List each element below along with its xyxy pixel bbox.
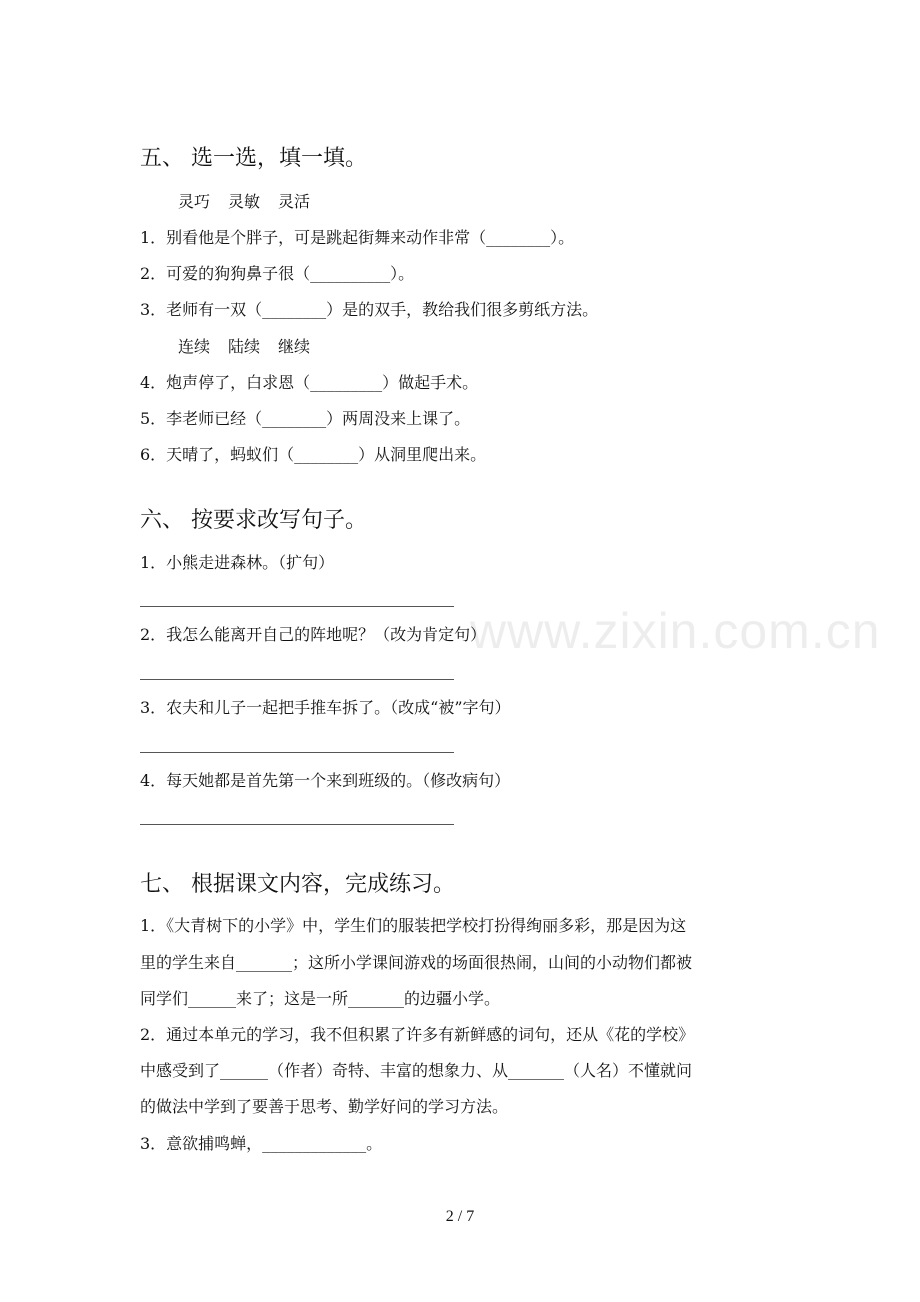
section-5-title: 五、 选一选，填一填。 <box>140 146 367 171</box>
answer-line[interactable] <box>140 606 454 607</box>
answer-line[interactable] <box>140 752 454 753</box>
s5-question-2: 2．可爱的狗狗鼻子很（__________）。 <box>140 264 415 283</box>
section-6-title: 六、 按要求改写句子。 <box>140 508 367 533</box>
page-number: 2 / 7 <box>445 1208 475 1225</box>
word-bank-item: 灵活 <box>278 192 311 211</box>
word-bank-item: 连续 <box>178 337 211 356</box>
watermark: www.zixin.com.cn <box>470 603 881 659</box>
s5-question-1: 1．别看他是个胖子，可是跳起街舞来动作非常（________）。 <box>140 228 575 247</box>
s6-question-4: 4．每天她都是首先第一个来到班级的。（修改病句） <box>140 771 511 790</box>
word-bank-item: 灵敏 <box>228 192 261 211</box>
word-bank-item: 灵巧 <box>178 192 211 211</box>
s5-question-6: 6．天晴了，蚂蚁们（________）从洞里爬出来。 <box>140 445 487 464</box>
s5-question-5: 5．李老师已经（________）两周没来上课了。 <box>140 409 471 428</box>
s7-question-1-line-2: 里的学生来自_______；这所小学课间游戏的场面很热闹，山间的小动物们都被 <box>140 953 693 972</box>
s5-question-3: 3．老师有一双（________）是的双手，教给我们很多剪纸方法。 <box>140 300 599 319</box>
s7-question-2-line-3: 的做法中学到了要善于思考、勤学好问的学习方法。 <box>140 1097 509 1116</box>
s7-question-2-line-1: 2．通过本单元的学习，我不但积累了许多有新鲜感的词句，还从《花的学校》 <box>140 1025 695 1044</box>
s5-question-4: 4．炮声停了，白求恩（_________）做起手术。 <box>140 373 479 392</box>
s7-question-1-line-3: 同学们______来了；这是一所_______的边疆小学。 <box>140 989 501 1008</box>
s7-question-3: 3．意欲捕鸣蝉，_____________。 <box>140 1134 383 1153</box>
s7-question-1-line-1: 1．《大青树下的小学》中，学生们的服装把学校打扮得绚丽多彩，那是因为这 <box>140 916 687 935</box>
s6-question-2: 2．我怎么能离开自己的阵地呢？（改为肯定句） <box>140 625 487 644</box>
word-bank-item: 陆续 <box>228 337 261 356</box>
word-bank-2 <box>178 339 328 355</box>
s6-question-1: 1．小熊走进森林。（扩句） <box>140 553 335 572</box>
answer-line[interactable] <box>140 679 454 680</box>
word-bank-item: 继续 <box>278 337 311 356</box>
s6-question-3: 3．农夫和儿子一起把手推车拆了。（改成“被”字句） <box>140 698 511 717</box>
s7-question-2-line-2: 中感受到了______（作者）奇特、丰富的想象力、从_______（人名）不懂就问 <box>140 1061 693 1080</box>
answer-line[interactable] <box>140 824 454 825</box>
section-7-title: 七、 根据课文内容，完成练习。 <box>140 872 455 897</box>
word-bank-1 <box>178 194 328 210</box>
